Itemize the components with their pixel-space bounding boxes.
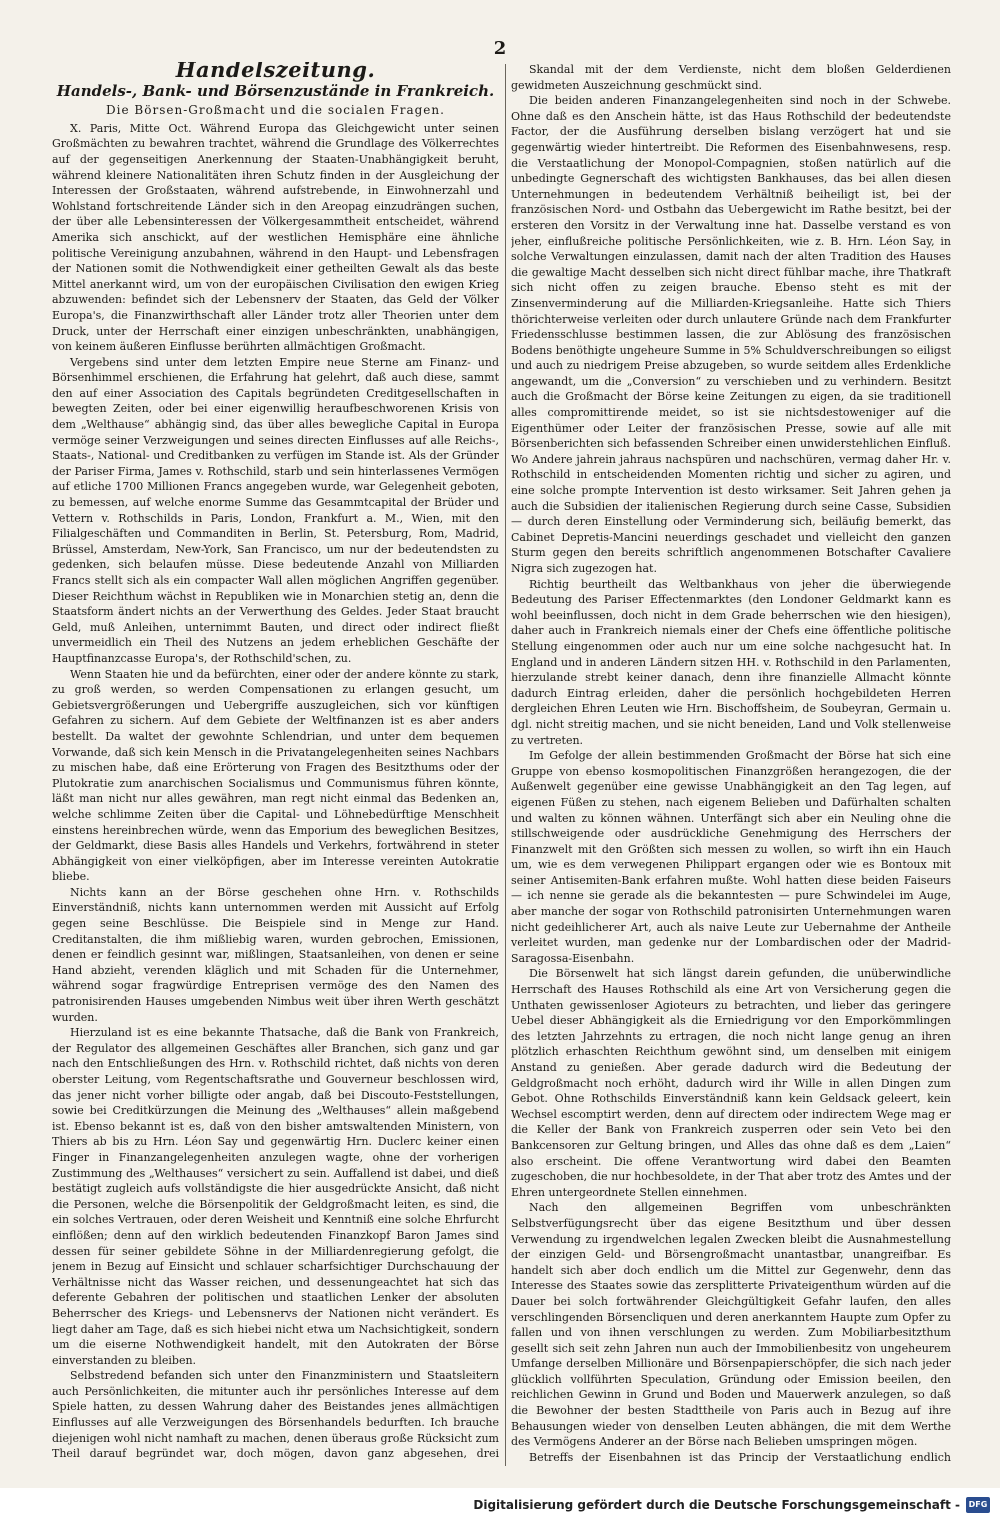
right-paragraphs [511,62,951,1464]
dfg-logo: DFG [966,1497,990,1513]
article-paragraph: Skandal mit der dem Verdienste, nicht dem bloßen Gelderdienen gewidmeten Auszeichnung geschmückt sind. [511,63,951,92]
funding-credit: Digitalisierung gefördert durch die Deutsche Forschungsgemeinschaft - [473,1498,960,1512]
article-paragraph: Im Gefolge der allein bestimmenden Großmacht der Börse hat sich eine Gruppe von ebenso kosmopolitischen Finanzgrößen herangezogen, die der Außenwelt gegenüber eine gewisse Unabhängigkeit an den Tag legen, auf eigenen Füßen zu stehen, nach eigenem Belieben und Dafürhalten schalten und walten zu können wähnen. Unterfängt sich aber ein Neuling ohne die stillschweigende oder ausdrückliche Genehmigung des Herrschers der Finanzwelt mit den Größten sich messen zu wollen, so wirft ihn ein Hauch um, wie es dem verwegenen Philippart ergangen oder wie es Bontoux mit seiner Antisemiten-Bank erfahren mußte. Wohl hatten diese beiden Faiseurs — ich nenne sie gerade als die bekanntesten — pure Schwindelei im Auge, aber manche der sogar von Rothschild patronisirten Unternehmungen waren nicht gedeihlicherer Art, auch als naive Leute zur Uebernahme der Antheile verleitet wurden, man gedenke nur der Lombardischen oder der Madrid-Saragossa-Eisenbahn. [511,749,951,965]
article-paragraph: Nach den allgemeinen Begriffen vom unbeschränkten Selbstverfügungsrecht über das eigene Besitzthum und über dessen Verwendung zu irgendwelchen legalen Zwecken bleibt die Ausnahmestellung der einzigen Geld- und Börsengroßmacht unantastbar, unangreifbar. Es handelt sich aber doch endlich um die Mittel zur Gegenwehr, denn das Interesse des Staates sowie das zersplitterte Privateigenthum würden auf die Dauer bei solch fortwährender Gleichgültigkeit Gefahr laufen, den alles verschlingenden Börsencliquen und deren anerkanntem Haupte zum Opfer zu fallen und von ihnen verschlungen zu werden. Zum Mobiliarbesitzthum gesellt sich seit zehn Jahren nun auch der Immobilienbesitz von ungeheurem Umfange derselben Millionäre und Börsenpapierschöpfer, die sich nach jeder glücklich vollführten Speculation, Gründung oder Emission beeilen, den reichlichen Gewinn in Grund und Boden und Mauerwerk anzulegen, so daß die Bewohner der besten Stadttheile von Paris auch in Bezug auf ihre Behausungen wieder von denselben Leuten abhängen, die mit dem Werthe des Vermögens Anderer an der Börse nach Belieben umspringen mögen. [511,1201,951,1449]
left-paragraphs [52,121,499,1464]
article-paragraph: Wenn Staaten hie und da befürchten, einer oder der andere könnte zu stark, zu groß werden, so werden Compensationen zu erlangen gesucht, um Gebietsvergrößerungen und Uebergriffe auszugleichen, sich vor künftigen Gefahren zu sichern. Auf dem Gebiete der Weltfinanzen ist es aber anders bestellt. Da waltet der gewohnte Schlendrian, und unter dem bequemen Vorwande, daß sich kein Mensch in die Privatangelegenheiten seines Nachbars zu mischen habe, daß eine Erörterung von Fragen des Besitzthums oder der Plutokratie zum anarchischen Socialismus und Communismus führen könnte, läßt man nicht nur alles gewähren, man regt nicht einmal das Bedenken an, welche schlimme Zeiten über die Capital- und Löhnebedürftige Menschheit einstens hereinbrechen würde, wenn das Emporium des beweglichen Besitzes, der Geldmarkt, diese Basis alles Handels und Verkehrs, fortwährend in steter Abhängigkeit von einer vielköpfigen, aber im Interesse vereinten Autokratie bliebe. [52,667,499,884]
footer-bar [0,1488,1000,1520]
article-paragraph: Nichts kann an der Börse geschehen ohne Hrn. v. Rothschilds Einverständniß, nichts kann unternommen werden mit Aussicht auf Erfolg gegen seine Beschlüsse. Die Beispiele sind in Menge zur Hand. Creditanstalten, die ihm mißliebig waren, wurden gebrochen, Emissionen, denen er feindlich gesinnt war, mißlingen, Staatsanleihen, von denen er seine Hand abzieht, verenden kläglich und mit Schaden für die Unternehmer, während sogar fragwürdige Entreprisen vermöge des den Namen des patronisirenden Hauses umgebenden Nimbus weit über ihren Werth geschätzt wurden. [52,885,499,1024]
section-title: Handelszeitung. [175,62,376,82]
right-column [511,62,951,1464]
article-paragraph: Die beiden anderen Finanzangelegenheiten sind noch in der Schwebe. Ohne daß es den Anschein hätte, ist das Haus Rothschild der bedeutendste Factor, der die Ausführung derselben bislang verzögert hat und sie gegenwärtig wieder hintertreibt. Die Reformen des Eisenbahnwesens, resp. die Verstaatlichung der Monopol-Compagnien, stoßen natürlich auf die unbedingte Gegnerschaft des wichtigsten Bankhauses, das bei allen diesen Unternehmungen in bedeutendem Verhältniß beiheiligt ist, bei der französischen Nord- und Ostbahn das Uebergewicht im Rathe besitzt, bei der ersteren den Vorsitz in der Verwaltung inne hat. Dasselbe verstand es von jeher, einflußreiche politische Persönlichkeiten, wie z. B. Hrn. Léon Say, in solche Verwaltungen einzulassen, damit nach der alten Tradition des Hauses die gewaltige Macht desselben sich nicht direct fühlbar mache, ihre Thatkraft sich nicht offen zu zeigen brauche. Ebenso steht es mit der Zinsenverminderung auf die Milliarden-Kriegsanleihe. Hatte sich Thiers thörichterweise verleiten oder durch unlautere Gründe nach dem Frankfurter Friedensschlusse bestimmen lassen, die zur Ablösung des französischen Bodens benöthigte ungeheure Summe in 5% Schuldverschreibungen so eiligst und auch zu niedrigem Preise abzugeben, so wurde seitdem alles Erdenkliche angewandt, um die „Conversion“ zu verschieben und zu verhindern. Besitzt auch die Großmacht der Börse keine Zeitungen zu eigen, da sie traditionell alles compromittirende meidet, so ist sie nichtsdestoweniger auf die Eigenthümer oder Leiter der französischen Presse, sowie auf alle mit Börsenberichten sich befassenden Schreiber einen unwiderstehlichen Einfluß. Wo Andere jahrein jahraus nachspüren und nachschüren, vermag daher Hr. v. Rothschild in entscheidenden Momenten richtig und sicher zu agiren, und eine solche prompte Intervention ist desto wirksamer. Seit Jahren gehen ja auch die Subsidien der italienischen Regierung durch seine Casse, Subsidien — durch deren Einstellung oder Verminderung sich, beiläufig bemerkt, das Cabinet Depretis-Mancini neuerdings geschadet und vielleicht den ganzen Sturm gegen den bereits schriftlich angenommenen Botschafter Cavaliere Nigra sich zugezogen hat. [511,94,951,575]
article-paragraph: X. Paris, Mitte Oct. Während Europa das Gleichgewicht unter seinen Großmächten zu bewahren trachtet, während die Grundlage des Völkerrechtes auf der gegenseitigen Anerkennung der Staaten-Unabhängigkeit beruht, während kleinere Nationalitäten ihren Schutz finden in der Ausgleichung der Interessen der Großstaaten, während aufstrebende, in Einwohnerzahl und Wohlstand fortschreitende Länder sich in den Areopag einzudrängen suchen, der über alle Lebensinteressen der Völkergesammtheit entscheidet, während Amerika sich anschickt, auf der westlichen Hemisphäre eine ähnliche politische Vereinigung anzubahnen, während in den Haupt- und Lebensfragen der Nationen somit die Nothwendigkeit einer getheilten Gewalt als das beste Mittel anerkannt wird, um von der europäischen Civilisation den ewigen Krieg abzuwenden: befindet sich der Lebensnerv der Staaten, das Geld der Völker Europa's, die Finanzwirthschaft aller Länder trotz aller Theorien unter dem Druck, unter der Herrschaft einer einzigen unbeschränkten, unabhängigen, von keinem äußeren Einflusse berührten allmächtigen Großmacht. [52,121,499,354]
article-paragraph: Selbstredend befanden sich unter den Finanzministern und Staatsleitern auch Persönlichkeiten, die mitunter auch ihr persönliches Interesse auf dem Spiele hatten, zu dessen Wahrung daher des Beistandes jenes allmächtigen Einflusses auf alle Verzweigungen des Börsenhandels bedurften. Ich brauche diejenigen wohl nicht namhaft zu machen, denen überaus große Rücksicht zum Theil darauf begründet war, doch mögen, davon ganz abgesehen, drei [52,1369,499,1461]
article-paragraph: Hierzuland ist es eine bekannte Thatsache, daß die Bank von Frankreich, der Regulator des allgemeinen Geschäftes aller Branchen, sich ganz und gar nach den Entschließungen des Hrn. v. Rothschild richtet, daß nichts von deren oberster Leitung, vom Regentschaftsrathe und Gouverneur beschlossen wird, das jener nicht vorher billigte oder angab, daß bei Discouto-Feststellungen, sowie bei Creditkürzungen die Meinung des „Welthauses“ allein maßgebend ist. Ebenso bekannt ist es, daß von den bisher amtswaltenden Ministern, von Thiers ab bis zu Hrn. Léon Say und gegenwärtig Hrn. Duclerc keiner einen Finger in Finanzangelegenheiten anzulegen wagte, ohne der vorherigen Zustimmung des „Welthauses“ versichert zu sein. Auffallend ist dabei, und dieß bestätigt zugleich aufs vollständigste die hier ausgedrückte Ansicht, daß nicht die Personen, welche die Börsenpolitik der Geldgroßmacht leiten, es sind, die ein solches Vertrauen, oder deren Weisheit und Kenntniß eine solche Ehrfurcht einflößen; denn auf den wirklich bedeutenden Finanzkopf Baron James sind dessen für seiner gebildete Söhne in der Milliardenregierung gefolgt, die jenem in Bezug auf Einsicht und schlauer scharfsichtiger Durchschauung der Verhältnisse nicht das Wasser reichen, und dessenungeachtet hat sich das deferente Gebahren der politischen und staatlichen Lenker der absoluten Beherrscher des Kriegs- und Lebensnervs der Nationen nicht verändert. Es liegt daher am Tage, daß es sich hiebei nicht etwa um Nachsichtigkeit, sondern um die eiserne Nothwendigkeit handelt, mit den Autokraten der Börse einverstanden zu bleiben. [52,1026,499,1367]
article-paragraph: Vergebens sind unter dem letzten Empire neue Sterne am Finanz- und Börsenhimmel erschienen, die Erfahrung hat gelehrt, daß auch diese, sammt den auf einer Association des Capitals begründeten Creditgesellschaften in bewegten Zeiten, oder bei einer eigenwillig heraufbeschworenen Krisis von dem „Welthause“ abhängig sind, das über alles bewegliche Capital in Europa vermöge seiner Verzweigungen und seines directen Einflusses auf alle Reichs-, Staats-, National- und Creditbanken zu verfügen im Stande ist. Als der Gründer der Pariser Firma, James v. Rothschild, starb und sein hinterlassenes Vermögen auf etliche 1700 Millionen Francs angegeben wurde, war Gelegenheit geboten, zu bemessen, auf welche enorme Summe das Gesammtcapital der Brüder und Vettern v. Rothschilds in Paris, London, Frankfurt a. M., Wien, mit den Filialgeschäften und Commanditen in Berlin, St. Petersburg, Rom, Madrid, Brüssel, Amsterdam, New-York, San Francisco, um nur der bedeutendsten zu gedenken, sich belaufen müsse. Diese bedeutende Anzahl von Milliarden Francs stellt sich als ein compacter Wall allen möglichen Angriffen gegenüber. Dieser Reichthum wächst in Republiken wie in Monarchien stetig an, denn die Staatsform ändert nichts an der Verwerthung des Geldes. Jeder Staat braucht Geld, muß Anleihen, unternimmt Bauten, und direct oder indirect fließt unvermeidlich ein Theil des Nutzens an jedem erheblichen Geschäfte der Hauptfinanzcasse Europa's, der Rothschild'schen, zu. [52,355,499,665]
article-subtitle: Die Börsen-Großmacht und die socialen Fragen. [106,103,445,118]
article-title: Handels-, Bank- und Börsenzustände in Frankreich. [56,81,495,100]
left-column [52,62,499,1464]
page-number: 2 [493,38,507,59]
article-paragraph: Richtig beurtheilt das Weltbankhaus von jeher die überwiegende Bedeutung des Pariser Effectenmarktes (den Londoner Geldmarkt kann es wohl beeinflussen, doch nicht in dem Grade beherrschen wie den hiesigen), daher auch in Frankreich niemals einer der Chefs eine öffentliche politische Stellung eingenommen oder auch nur um eine solche nachgesucht hat. In England und in anderen Ländern sitzen HH. v. Rothschild in den Parlamenten, hierzulande strebt keiner danach, denn ihre finanzielle Allmacht könnte dadurch Eintrag erleiden, daher die persönlich hochgebildeten Herren dergleichen Ehren Leuten wie Hrn. Bischoffsheim, de Soubeyran, Germain u. dgl. nicht streitig machen, und sie nicht beneiden, Land und Volk stellenweise zu vertreten. [511,577,951,747]
article-paragraph: Die Börsenwelt hat sich längst darein gefunden, die unüberwindliche Herrschaft des Hauses Rothschild als eine Art von Versicherung gegen die Unthaten gewissenloser Agioteurs zu betrachten, und lieber das geringere Uebel dieser Abhängigkeit als die Erniedrigung vor den Emporkömmlingen des letzten Jahrzehnts zu ertragen, die noch nicht lange genug an ihren plötzlich erhaschten Reichthum gewöhnt sind, um denselben mit einigem Anstand zu genießen. Aber gerade dadurch wird die Bedeutung der Geldgroßmacht noch erhöht, dadurch wird ihr Wille in allen Dingen zum Gebot. Ohne Rothschilds Einverständniß kann kein Geldsack geleert, kein Wechsel escomptirt werden, denn auf directem oder indirectem Wege mag er die Keller der Bank von Frankreich zusperren oder sein Veto bei den Bankcensoren zur Geltung bringen, und Alles das ohne daß es dem „Laien“ also erscheint. Die offene Verantwortung wird dabei den Beamten zugeschoben, die nur hochbesoldete, in der That aber trotz des Amtes und der Ehren untergeordnete Stellen einnehmen. [511,967,951,1199]
column-divider [505,64,506,1466]
article-paragraph: Betreffs der Eisenbahnen ist das Princip der Verstaatlichung endlich [529,1450,951,1464]
